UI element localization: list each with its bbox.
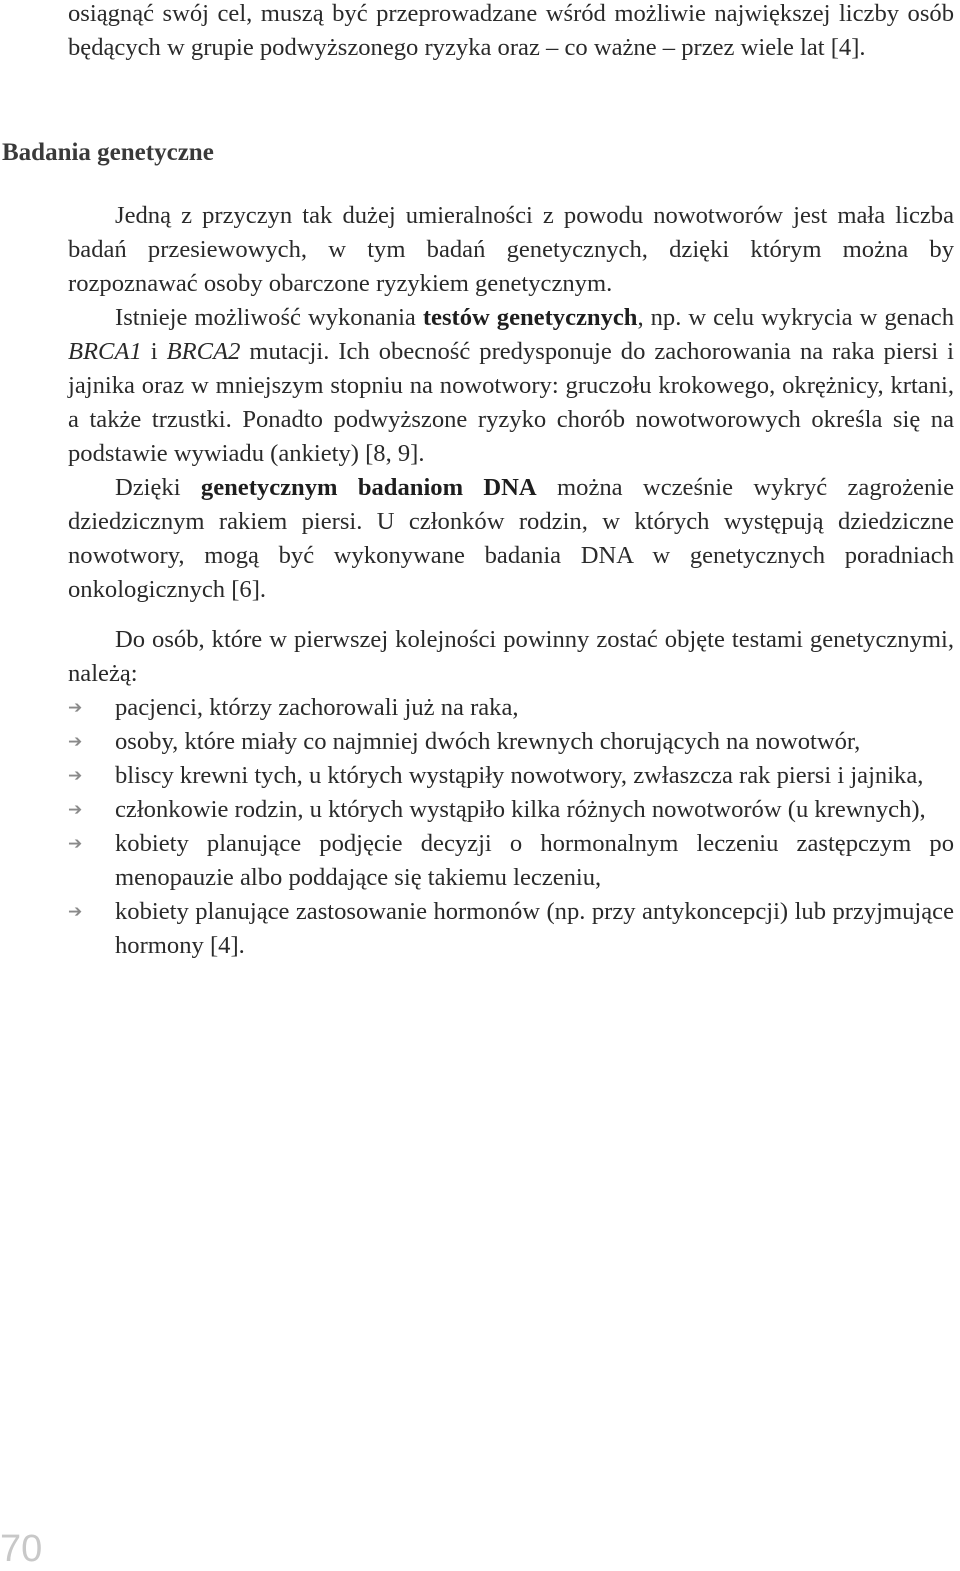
arrow-right-icon: ➔ xyxy=(68,834,83,854)
list-item xyxy=(68,827,954,895)
paragraph-4: Do osób, które w pierwszej kolejności powinny zostać objęte testami genetycznymi, należą: xyxy=(68,626,954,687)
list-item-text: pacjenci, którzy zachorowali już na raka, xyxy=(115,694,519,721)
list-item-text: członkowie rodzin, u których wystąpiło kilka różnych nowotworów (u krewnych), xyxy=(115,796,926,823)
para2-text-a: Istnieje możliwość wykonania xyxy=(115,304,423,331)
page-number: 70 xyxy=(0,1528,43,1570)
list-item xyxy=(68,895,954,963)
list-item xyxy=(68,725,954,759)
arrow-right-icon: ➔ xyxy=(68,902,83,922)
para2-bold-term: testów genetycznych xyxy=(422,304,638,331)
para3-text-c: można wcześnie wykryć zagrożenie dziedzicznym rakiem piersi. U członków rodzin, w których występują dziedziczne nowotwory, mogą być wykonywane badania DNA w genetycznych poradniach onkologicznych [6]. xyxy=(68,474,954,603)
gene-brca2: BRCA2 xyxy=(166,338,241,365)
arrow-right-icon: ➔ xyxy=(68,766,83,786)
list-item xyxy=(68,793,954,827)
para3-bold-term: genetycznym badaniom DNA xyxy=(200,474,537,501)
arrow-right-icon: ➔ xyxy=(68,732,83,752)
arrow-right-icon: ➔ xyxy=(68,800,83,820)
section-heading: Badania genetyczne xyxy=(2,139,214,166)
list-item-text: bliscy krewni tych, u których wystąpiły nowotwory, zwłaszcza rak piersi i jajnika, xyxy=(115,762,924,789)
para3-text-a: Dzięki xyxy=(115,474,201,501)
intro-paragraph: osiągnąć swój cel, muszą być przeprowadzane wśród możliwie największej liczby osób będących w grupie podwyższonego ryzyka oraz – co ważne – przez wiele lat [4]. xyxy=(68,0,954,61)
list-item-text: kobiety planujące podjęcie decyzji o hormonalnym leczeniu zastępczym po menopauzie albo poddające się takiemu leczeniu, xyxy=(115,830,954,891)
para2-text-g: mutacji. Ich obecność predysponuje do zachorowania na raka piersi i jajnika oraz w mniejszym stopniu na nowotwory: gruczołu krokowego, okrężnicy, krtani, a także trzustki. Ponadto podwyższone ryzyko chorób nowotworowych określa się na podstawie wywiadu (ankiety) [8, 9]. xyxy=(68,338,954,467)
list-item-text: osoby, które miały co najmniej dwóch krewnych chorujących na nowotwór, xyxy=(115,728,861,755)
arrow-right-icon: ➔ xyxy=(68,698,83,718)
section-body xyxy=(68,199,954,963)
para2-text-e: i xyxy=(141,338,167,365)
paragraph-1: Jedną z przyczyn tak dużej umieralności z powodu nowotworów jest mała liczba badań przesiewowych, w tym badań genetycznych, dzięki którym można by rozpoznawać osoby obarczone ryzykiem genetycznym. xyxy=(68,202,954,297)
paragraph-3 xyxy=(68,471,954,607)
paragraph-2 xyxy=(68,301,954,471)
gene-brca1: BRCA1 xyxy=(68,338,142,365)
list-item xyxy=(68,759,954,793)
list-item-text: kobiety planujące zastosowanie hormonów (np. przy antykoncepcji) lub przyjmujące hormony [4]. xyxy=(115,898,954,959)
risk-group-list xyxy=(68,691,954,963)
list-item xyxy=(68,691,954,725)
para2-text-c: , np. w celu wykrycia w genach xyxy=(637,304,954,331)
